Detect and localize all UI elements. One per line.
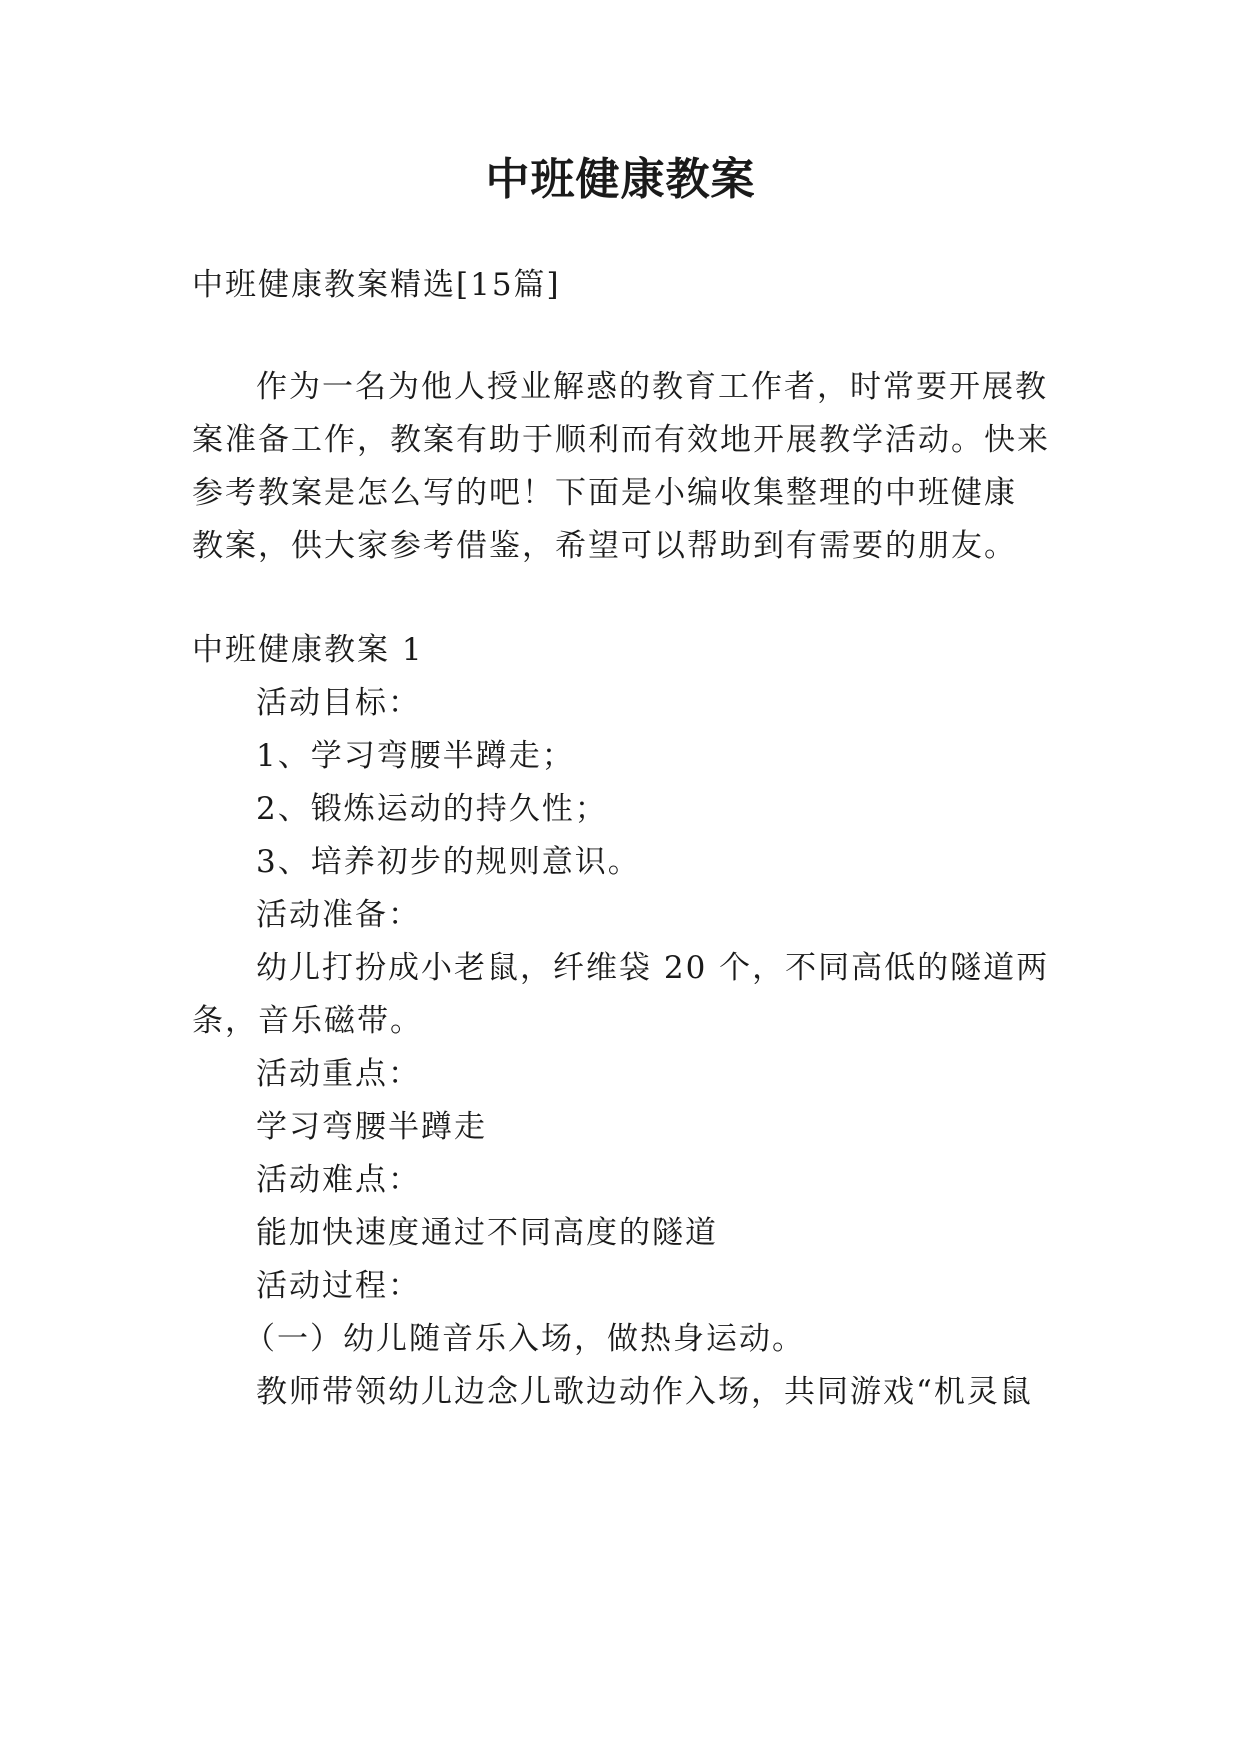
intro-line-3: 参考教案是怎么写的吧！下面是小编收集整理的中班健康 (192, 475, 1017, 511)
prep-line-2: 条，音乐磁带。 (192, 1003, 423, 1039)
focus-text: 学习弯腰半蹲走 (256, 1109, 487, 1145)
difficulty-text: 能加快速度通过不同高度的隧道 (256, 1215, 718, 1251)
page-title: 中班健康教案 (485, 154, 756, 205)
focus-label: 活动重点： (256, 1056, 421, 1092)
subtitle: 中班健康教案精选[15篇] (192, 267, 561, 303)
goals-label: 活动目标： (256, 685, 421, 721)
intro-line-2: 案准备工作，教案有助于顺利而有效地开展教学活动。快来 (192, 422, 1050, 458)
process-text: 教师带领幼儿边念儿歌边动作入场，共同游戏“机灵鼠 (256, 1374, 1033, 1410)
intro-line-1: 作为一名为他人授业解惑的教育工作者，时常要开展教 (256, 369, 1048, 405)
goal-item-1: 1、学习弯腰半蹲走； (256, 738, 575, 774)
section-heading: 中班健康教案 1 (192, 632, 424, 668)
prep-line-1: 幼儿打扮成小老鼠，纤维袋 20 个，不同高低的隧道两 (256, 950, 1050, 986)
difficulty-label: 活动难点： (256, 1162, 421, 1198)
prep-label: 活动准备： (256, 897, 421, 933)
goal-item-3: 3、培养初步的规则意识。 (256, 844, 641, 880)
goal-item-2: 2、锻炼运动的持久性； (256, 791, 608, 827)
process-step-1: （一）幼儿随音乐入场，做热身运动。 (244, 1321, 805, 1357)
process-label: 活动过程： (256, 1268, 421, 1304)
intro-line-4: 教案，供大家参考借鉴，希望可以帮助到有需要的朋友。 (192, 528, 1017, 564)
